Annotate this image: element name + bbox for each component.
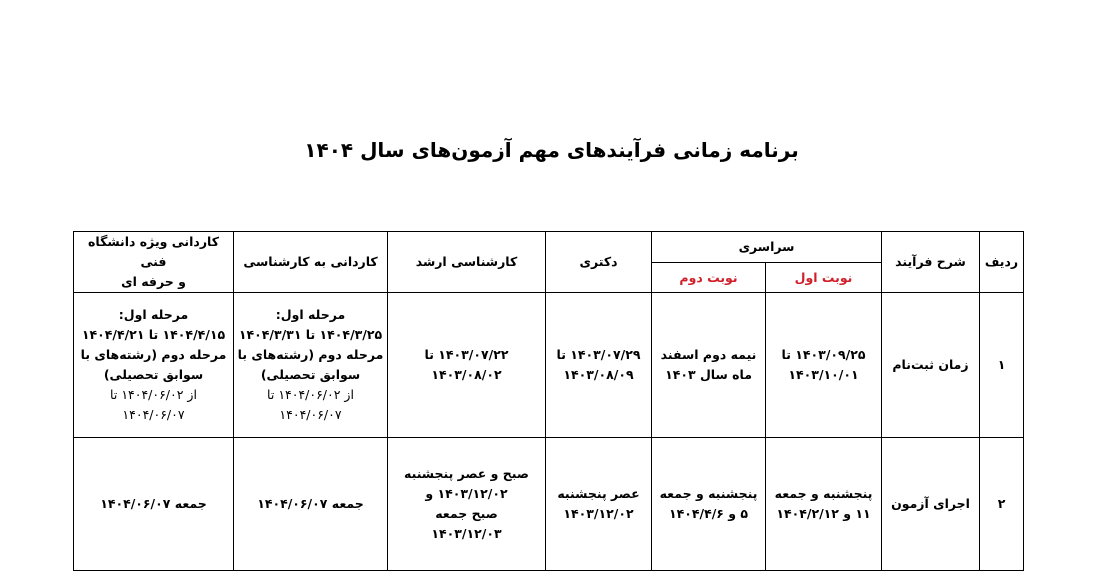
cell-line: ۱۴۰۳/۱۲/۰۲ و [425, 486, 508, 501]
cell-line: جمعه ۱۴۰۴/۰۶/۰۷ [100, 496, 207, 511]
cell-line: ۱۴۰۳/۰۷/۲۲ تا [424, 347, 509, 362]
cell-doktori [546, 438, 652, 571]
cell-line: ۱۴۰۳/۱۲/۰۲ [563, 506, 634, 521]
cell-line: ۵ و ۱۴۰۴/۴/۶ [668, 506, 749, 521]
cell-kardani-fani [74, 438, 234, 571]
cell-doktori [546, 293, 652, 438]
row-num: ۲ [980, 438, 1024, 571]
cell-line: ۱۴۰۳/۰۸/۰۲ [431, 367, 502, 382]
cell-line: جمعه ۱۴۰۴/۰۶/۰۷ [257, 496, 364, 511]
cell-nobat-dovom [652, 438, 766, 571]
table-row [74, 438, 1024, 571]
cell-nobat-dovom [652, 293, 766, 438]
cell-line: ۱۴۰۴/۳/۲۵ تا ۱۴۰۴/۳/۳۱ [238, 327, 383, 342]
cell-line: ۱۴۰۳/۰۹/۲۵ تا [781, 347, 866, 362]
cell-line: ۱۴۰۴/۴/۱۵ تا ۱۴۰۴/۴/۲۱ [81, 327, 226, 342]
cell-line: ۱۴۰۳/۱۰/۰۱ [788, 367, 859, 382]
header-nobat-aval: نوبت اول [766, 263, 882, 293]
cell-nobat-aval [766, 293, 882, 438]
cell-line: عصر پنجشنبه [557, 486, 640, 501]
row-process: زمان ثبت‌نام [882, 293, 980, 438]
cell-line: مرحله دوم (رشته‌های با [237, 347, 384, 362]
cell-line: مرحله اول: [118, 307, 189, 322]
header-doktori: دکتری [546, 232, 652, 293]
cell-line: از ۱۴۰۴/۰۶/۰۲ تا [110, 387, 197, 402]
header-nobat-dovom: نوبت دوم [652, 263, 766, 293]
cell-arshad [388, 293, 546, 438]
header-kardani-fani-line: کاردانی ویژه دانشگاه فنی [88, 234, 219, 269]
schedule-table [73, 231, 1024, 571]
cell-line: مرحله دوم (رشته‌های با [80, 347, 227, 362]
cell-line: مرحله اول: [275, 307, 346, 322]
cell-line: ۱۴۰۳/۱۲/۰۳ [431, 526, 502, 541]
header-process: شرح فرآیند [882, 232, 980, 293]
cell-line: ماه سال ۱۴۰۳ [665, 367, 752, 382]
cell-kardani-be-karshenasi [234, 438, 388, 571]
cell-line: پنجشنبه و جمعه [659, 486, 758, 501]
row-process: اجرای آزمون [882, 438, 980, 571]
header-kardani-fani-line: و حرفه ای [121, 274, 186, 289]
row-num: ۱ [980, 293, 1024, 438]
cell-line: ۱۴۰۳/۰۸/۰۹ [563, 367, 634, 382]
header-arshad: کارشناسی ارشد [388, 232, 546, 293]
cell-line: ۱۴۰۴/۰۶/۰۷ [122, 407, 185, 422]
page-title: برنامه زمانی فرآیندهای مهم آزمون‌های سال ۱۴۰۴ [304, 138, 799, 162]
header-kardani-fani [74, 232, 234, 293]
cell-line: از ۱۴۰۴/۰۶/۰۲ تا [267, 387, 354, 402]
cell-line: ۱۴۰۴/۰۶/۰۷ [279, 407, 342, 422]
cell-line: ۱۴۰۳/۰۷/۲۹ تا [556, 347, 641, 362]
cell-kardani-be-karshenasi [234, 293, 388, 438]
table-row [74, 293, 1024, 438]
cell-line: صبح و عصر پنجشنبه [404, 466, 529, 481]
header-row-num: ردیف [980, 232, 1024, 293]
cell-line: پنجشنبه و جمعه [774, 486, 873, 501]
cell-nobat-aval [766, 438, 882, 571]
cell-line: صبح جمعه [435, 506, 498, 521]
cell-line: سوابق تحصیلی) [103, 367, 204, 382]
cell-line: نیمه دوم اسفند [660, 347, 757, 362]
header-sarasari: سراسری [652, 232, 882, 263]
cell-line: سوابق تحصیلی) [260, 367, 361, 382]
cell-arshad [388, 438, 546, 571]
cell-kardani-fani [74, 293, 234, 438]
header-kardani-be-karshenasi: کاردانی به کارشناسی [234, 232, 388, 293]
cell-line: ۱۱ و ۱۴۰۴/۲/۱۲ [776, 506, 871, 521]
